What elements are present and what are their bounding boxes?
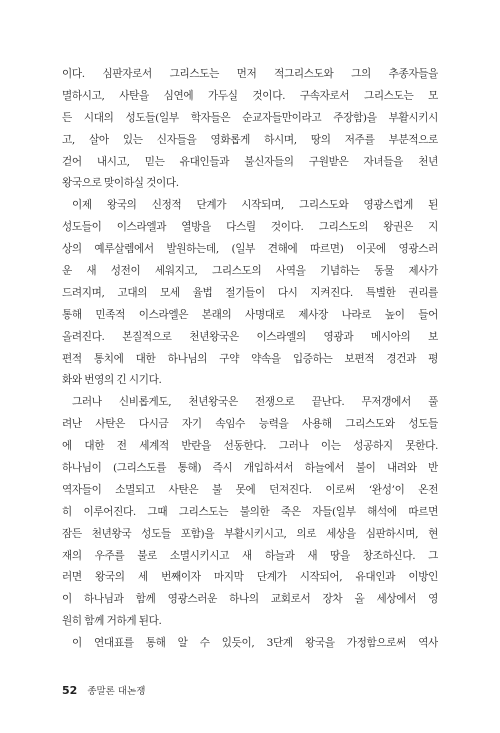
- paragraph-4: [62, 633, 438, 655]
- text-line: 역자들이 소멸되고 사탄은 불 못에 던져진다. 이로써 ‘완성’이 온전: [62, 483, 438, 496]
- text-line: 화와 번영의 긴 시기다.: [62, 374, 162, 387]
- paragraph-3: [62, 392, 438, 633]
- text-line: 러면 왕국의 세 번째이자 마지막 단계가 시작되어, 유대인과 이방인: [62, 571, 438, 584]
- text-line: 편적 통치에 대한 하나님의 구약 약속을 입증하는 보편적 경건과 평: [62, 352, 438, 365]
- text-line: 든 시대의 성도들(일부 학자들은 순교자들만이라고 주장함)을 부활시키시: [62, 111, 438, 124]
- paragraph-1: [62, 64, 438, 195]
- running-title: 종말론 대논쟁: [87, 686, 146, 697]
- text-line: 걷어 내시고, 믿는 유대인들과 불신자들의 구원받은 자녀들을 천년: [62, 155, 438, 168]
- text-line: 히 이루어진다. 그때 그리스도는 불의한 죽은 자들(일부 해석에 따르면: [62, 505, 438, 518]
- text-line: 이다. 심판자로서 그리스도는 먼저 적그리스도와 그의 추종자들을: [62, 68, 438, 80]
- text-line: 통해 민족적 이스라엘은 본래의 사명대로 제사장 나라로 높이 들어: [62, 308, 438, 321]
- text-line: 멸하시고, 사탄을 심연에 가두실 것이다. 구속자로서 그리스도는 모: [62, 89, 438, 102]
- paragraph-2: [62, 195, 438, 392]
- text-line: 드려지며, 고대의 모세 율법 절기들이 다시 지켜진다. 특별한 권리를: [62, 286, 438, 299]
- text-line: 이 하나님과 함께 영광스러운 하나의 교회로서 장차 올 세상에서 영: [62, 593, 438, 606]
- text-line: 원히 함께 거하게 된다.: [62, 615, 162, 628]
- body-text: [62, 64, 438, 655]
- text-line: 재의 우주를 불로 소멸시키시고 새 하늘과 새 땅을 창조하신다. 그: [62, 549, 438, 562]
- text-line: 이제 왕국의 신정적 단계가 시작되며, 그리스도와 영광스럽게 된: [72, 199, 438, 212]
- text-line: 성도들이 이스라엘과 열방을 다스릴 것이다. 그리스도의 왕권은 지: [62, 221, 438, 234]
- text-line: 에 대한 전 세계적 반란을 선동한다. 그러나 이는 성공하지 못한다.: [62, 440, 438, 453]
- text-line: 올려진다. 본질적으로 천년왕국은 이스라엘의 영광과 메시아의 보: [62, 330, 438, 343]
- page-number: 52: [62, 684, 78, 697]
- text-line: 잠든 천년왕국 성도들 포함)을 부활시키시고, 의로 세상을 심판하시며, 현: [62, 527, 438, 540]
- text-line: 하나님이 (그리스도를 통해) 즉시 개입하셔서 하늘에서 불이 내려와 반: [62, 462, 438, 475]
- text-line: 왕국으로 맞이하실 것이다.: [62, 177, 179, 190]
- text-line: 고, 살아 있는 신자들을 영화롭게 하시며, 땅의 저주를 부분적으로: [62, 133, 438, 146]
- text-line: 상의 예루살렘에서 발원하는데, (일부 견해에 따르면) 이곳에 영광스러: [62, 243, 438, 256]
- text-line: 그러나 신비롭게도, 천년왕국은 전쟁으로 끝난다. 무저갱에서 풀: [72, 396, 438, 409]
- page-footer: [62, 683, 145, 697]
- text-line: 이 연대표를 통해 알 수 있듯이, 3단계 왕국을 가정함으로써 역사: [72, 637, 438, 650]
- text-line: 운 새 성전이 세워지고, 그리스도의 사역을 기념하는 동물 제사가: [62, 265, 438, 278]
- text-line: 려난 사탄은 다시금 자기 속임수 능력을 사용해 그리스도와 성도들: [62, 418, 438, 431]
